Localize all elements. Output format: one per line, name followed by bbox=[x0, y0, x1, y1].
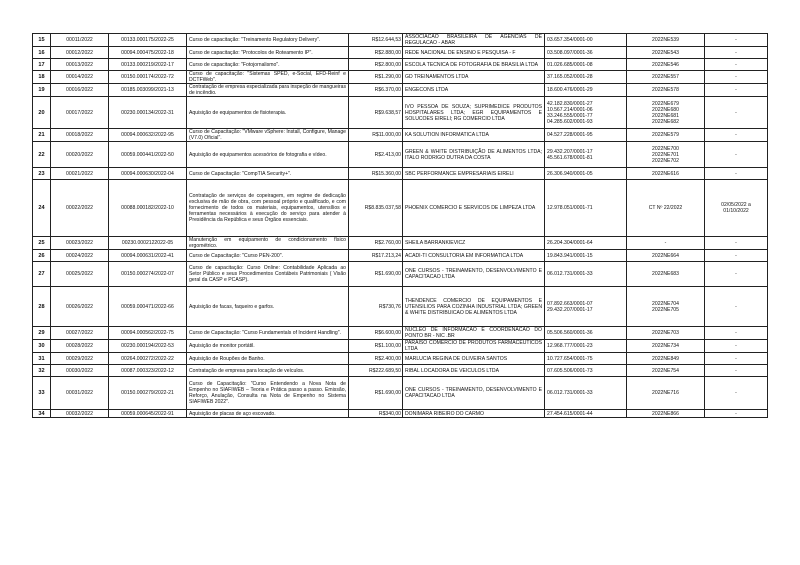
pregao-cell: 00012/2022 bbox=[51, 47, 109, 59]
pregao-cell: 00025/2022 bbox=[51, 262, 109, 287]
empenho-cell-line: 2022NE681 bbox=[652, 112, 679, 119]
empenho-cell-line: 2022NE679 bbox=[652, 100, 679, 107]
cnpj-cell-line: 27.454.615/0001-44 bbox=[547, 410, 593, 417]
objeto-cell: Curso de Capacitação: "Curso Entendendo a Nova Nota de Empenho no SIAFIWEB – Teoria e Prática passo a passo. Emissão, Reforço, Anulação, Consulta na Nota de Empenho no Sistema SIAFIWEB 2022". bbox=[187, 377, 349, 410]
objeto-cell: Curso de capacitação: "Sistemas SPED, e-Social, EFD-Reinf e DCTFWeb". bbox=[187, 71, 349, 84]
table-row bbox=[33, 287, 768, 327]
objeto-cell: Curso de Capacitação: "Curso PEN-200". bbox=[187, 250, 349, 262]
empenho-cell bbox=[627, 287, 705, 327]
empenho-cell bbox=[627, 84, 705, 97]
pregao-cell: 00024/2022 bbox=[51, 250, 109, 262]
row-number: 27 bbox=[33, 262, 51, 287]
vigencia-cell-line: - bbox=[735, 343, 737, 349]
pregao-cell: 00021/2022 bbox=[51, 168, 109, 180]
row-number: 15 bbox=[33, 34, 51, 47]
vigencia-cell bbox=[705, 71, 768, 84]
vigencia-cell bbox=[705, 97, 768, 129]
objeto-cell: Aquisição de equipamentos de fisioterapia. bbox=[187, 97, 349, 129]
objeto-cell: Contratação de empresa para locação de veículos. bbox=[187, 365, 349, 377]
empenho-cell bbox=[627, 168, 705, 180]
pregao-cell: 00023/2022 bbox=[51, 237, 109, 250]
vigencia-cell-line: - bbox=[735, 37, 737, 43]
vigencia-cell bbox=[705, 84, 768, 97]
cnpj-cell bbox=[545, 365, 627, 377]
empenho-cell-line: 2022NE557 bbox=[652, 74, 679, 80]
empenho-cell bbox=[627, 365, 705, 377]
vigencia-cell-line: - bbox=[735, 303, 737, 310]
processo-cell: 00087.000323/2022-12 bbox=[109, 365, 187, 377]
cnpj-cell bbox=[545, 377, 627, 410]
row-number: 22 bbox=[33, 142, 51, 168]
processo-cell: 00094.000630/2022-04 bbox=[109, 168, 187, 180]
vigencia-cell-line: - bbox=[735, 109, 737, 116]
row-number: 21 bbox=[33, 129, 51, 142]
empenho-cell-line: 2022NE754 bbox=[652, 367, 679, 374]
pregao-cell: 00020/2022 bbox=[51, 142, 109, 168]
vigencia-cell-line: - bbox=[735, 49, 737, 56]
vigencia-cell bbox=[705, 340, 768, 353]
objeto-cell: Curso de Capacitação: "CompTIA Security+". bbox=[187, 168, 349, 180]
empenho-cell-line: 2022NE578 bbox=[652, 87, 679, 93]
fornecedor-cell: PHOENIX COMERCIO E SERVICOS DE LIMPEZA LTDA bbox=[403, 180, 545, 237]
row-number: 25 bbox=[33, 237, 51, 250]
objeto-cell: Curso de Capacitação: "Curso Fundamentals of Incident Handling". bbox=[187, 327, 349, 340]
valor-cell: R$12.644,53 bbox=[349, 34, 403, 47]
cnpj-cell-line: 37.165.052/0001-28 bbox=[547, 74, 593, 80]
empenho-cell bbox=[627, 129, 705, 142]
objeto-cell: Aquisição de equipamentos acessórios de fotografia e vídeo. bbox=[187, 142, 349, 168]
vigencia-cell-line: - bbox=[735, 355, 737, 362]
pregao-cell: 00011/2022 bbox=[51, 34, 109, 47]
empenho-cell-line: 2022NE664 bbox=[652, 252, 679, 259]
vigencia-cell bbox=[705, 59, 768, 71]
empenho-cell bbox=[627, 142, 705, 168]
processo-cell: 00230.0002122022-05 bbox=[109, 237, 187, 250]
row-number: 30 bbox=[33, 340, 51, 353]
fornecedor-cell: SBC PERFORMANCE EMPRESARIAIS EIRELI bbox=[403, 168, 545, 180]
vigencia-cell-line: - bbox=[735, 367, 737, 374]
empenho-cell-line: 2022NE702 bbox=[652, 157, 679, 164]
fornecedor-cell: PARAISO COMERCIO DE PRODUTOS FARMACEUTICOS LTDA bbox=[403, 340, 545, 353]
vigencia-cell bbox=[705, 180, 768, 237]
pregao-cell: 00027/2022 bbox=[51, 327, 109, 340]
table-row bbox=[33, 410, 768, 418]
processo-cell: 00059.000441/2022-50 bbox=[109, 142, 187, 168]
fornecedor-cell: NUCLEO DE INFORMACAO E COORDENACAO DO PONTO BR - NIC .BR bbox=[403, 327, 545, 340]
empenho-cell bbox=[627, 59, 705, 71]
empenho-cell bbox=[627, 410, 705, 418]
empenho-cell-line: 2022NE543 bbox=[652, 49, 679, 56]
row-number: 23 bbox=[33, 168, 51, 180]
processo-cell: 00264.000272/2022-22 bbox=[109, 353, 187, 365]
cnpj-cell-line: 10.567.214/0001-06 bbox=[547, 106, 593, 113]
valor-cell: R$1.690,00 bbox=[349, 262, 403, 287]
fornecedor-cell: GD TREINAMENTOS LTDA bbox=[403, 71, 545, 84]
row-number: 33 bbox=[33, 377, 51, 410]
cnpj-cell bbox=[545, 129, 627, 142]
cnpj-cell-line: 18.600.476/0001-29 bbox=[547, 87, 593, 93]
cnpj-cell-line: 19.843.941/0001-15 bbox=[547, 252, 593, 259]
empenho-cell bbox=[627, 34, 705, 47]
cnpj-cell-line: 04.285.602/0001-93 bbox=[547, 118, 593, 125]
valor-cell: R$9.638,57 bbox=[349, 97, 403, 129]
pregao-cell: 00022/2022 bbox=[51, 180, 109, 237]
vigencia-cell bbox=[705, 47, 768, 59]
row-number: 19 bbox=[33, 84, 51, 97]
row-number: 18 bbox=[33, 71, 51, 84]
valor-cell: R$730,76 bbox=[349, 287, 403, 327]
valor-cell: R$2.400,00 bbox=[349, 353, 403, 365]
fornecedor-cell: ENGECONS LTDA bbox=[403, 84, 545, 97]
objeto-cell: Contratação de empresa especializada para inspeção de mangueiras de incêndio. bbox=[187, 84, 349, 97]
valor-cell: R$2.413,00 bbox=[349, 142, 403, 168]
empenho-cell-line: - bbox=[664, 240, 667, 246]
cnpj-cell bbox=[545, 287, 627, 327]
table-row bbox=[33, 59, 768, 71]
processo-cell: 00059.000471/2022-66 bbox=[109, 287, 187, 327]
table-row bbox=[33, 353, 768, 365]
pregao-cell: 00018/2022 bbox=[51, 129, 109, 142]
cnpj-cell-line: 07.892.663/0001-07 bbox=[547, 300, 593, 307]
processo-cell: 00150.000279/2022-21 bbox=[109, 377, 187, 410]
valor-cell: R$6.600,00 bbox=[349, 327, 403, 340]
objeto-cell: Curso de capacitação: "Treinamento Regulatory Delivery". bbox=[187, 34, 349, 47]
empenho-cell-line: 2022NE866 bbox=[652, 410, 679, 417]
fornecedor-cell: RIBAL LOCADORA DE VEICULOS LTDA bbox=[403, 365, 545, 377]
valor-cell: R$8.835.037,58 bbox=[349, 180, 403, 237]
processo-cell: 00133.000175/2022-25 bbox=[109, 34, 187, 47]
cnpj-cell bbox=[545, 168, 627, 180]
vigencia-cell bbox=[705, 287, 768, 327]
table-row bbox=[33, 142, 768, 168]
valor-cell: R$11.000,00 bbox=[349, 129, 403, 142]
vigencia-cell-line: - bbox=[735, 390, 737, 396]
processo-cell: 00059.000645/2022-91 bbox=[109, 410, 187, 418]
empenho-cell-line: 2022NE849 bbox=[652, 355, 679, 362]
pregao-cell: 00028/2022 bbox=[51, 340, 109, 353]
valor-cell: R$6.370,00 bbox=[349, 84, 403, 97]
fornecedor-cell: DONIMARA RIBEIRO DO CARMO bbox=[403, 410, 545, 418]
cnpj-cell-line: 26.204.304/0001-64 bbox=[547, 240, 593, 246]
objeto-cell: Aquisição de monitor portátil. bbox=[187, 340, 349, 353]
cnpj-cell bbox=[545, 71, 627, 84]
processo-cell: 00185.003099/2021-13 bbox=[109, 84, 187, 97]
vigencia-cell bbox=[705, 34, 768, 47]
row-number: 31 bbox=[33, 353, 51, 365]
empenho-cell-line: 2022NE703 bbox=[652, 330, 679, 336]
valor-cell: R$222.689,50 bbox=[349, 365, 403, 377]
empenho-cell bbox=[627, 237, 705, 250]
vigencia-cell-line: - bbox=[735, 271, 737, 277]
row-number: 34 bbox=[33, 410, 51, 418]
empenho-cell-line: 2022NE705 bbox=[652, 306, 679, 313]
processo-cell: 00094.000631/2022-41 bbox=[109, 250, 187, 262]
table-row bbox=[33, 71, 768, 84]
pregao-cell: 00016/2022 bbox=[51, 84, 109, 97]
processo-cell: 00230.000194/2022-53 bbox=[109, 340, 187, 353]
processo-cell: 00150.000174/2022-72 bbox=[109, 71, 187, 84]
fornecedor-cell: SHEILA BARRANKIEVICZ bbox=[403, 237, 545, 250]
empenho-cell bbox=[627, 47, 705, 59]
objeto-cell: Aquisição de placas de aço escovado. bbox=[187, 410, 349, 418]
fornecedor-cell: ONE CURSOS - TREINAMENTO, DESENVOLVIMENTO E CAPACITACAO LTDA bbox=[403, 377, 545, 410]
table-row bbox=[33, 250, 768, 262]
fornecedor-cell: KA SOLUTION INFORMATICA LTDA bbox=[403, 129, 545, 142]
vigencia-cell-line: 01/10/2022 bbox=[723, 208, 749, 214]
empenho-cell bbox=[627, 250, 705, 262]
table-row bbox=[33, 168, 768, 180]
empenho-cell bbox=[627, 377, 705, 410]
cnpj-cell-line: 12.968.777/0001-23 bbox=[547, 343, 593, 349]
cnpj-cell-line: 29.432.207/0001-17 bbox=[547, 306, 593, 313]
row-number: 29 bbox=[33, 327, 51, 340]
empenho-cell bbox=[627, 71, 705, 84]
table-row bbox=[33, 377, 768, 410]
valor-cell: R$340,00 bbox=[349, 410, 403, 418]
vigencia-cell bbox=[705, 250, 768, 262]
row-number: 20 bbox=[33, 97, 51, 129]
vigencia-cell-line: - bbox=[735, 170, 737, 177]
objeto-cell: Manutenção em equipamento de condicionamento físico ergométrico. bbox=[187, 237, 349, 250]
cnpj-cell-line: 26.306.940/0001-05 bbox=[547, 170, 593, 177]
empenho-cell-line: 2022NE682 bbox=[652, 118, 679, 125]
empenho-cell bbox=[627, 180, 705, 237]
vigencia-cell bbox=[705, 129, 768, 142]
row-number: 24 bbox=[33, 180, 51, 237]
processo-cell: 00088.000182/2022-10 bbox=[109, 180, 187, 237]
vigencia-cell bbox=[705, 353, 768, 365]
cnpj-cell-line: 42.182.830/0001-27 bbox=[547, 100, 593, 107]
table-row bbox=[33, 97, 768, 129]
vigencia-cell-line: - bbox=[735, 87, 737, 93]
cnpj-cell bbox=[545, 59, 627, 71]
row-number: 32 bbox=[33, 365, 51, 377]
table-body bbox=[33, 34, 768, 418]
empenho-cell bbox=[627, 340, 705, 353]
table-row bbox=[33, 129, 768, 142]
cnpj-cell bbox=[545, 353, 627, 365]
cnpj-cell bbox=[545, 97, 627, 129]
vigencia-cell bbox=[705, 377, 768, 410]
processo-cell: 00094.000475/2022-18 bbox=[109, 47, 187, 59]
vigencia-cell-line: - bbox=[735, 240, 737, 246]
cnpj-cell-line: 45.561.678/0001-81 bbox=[547, 154, 593, 161]
pregao-cell: 00014/2022 bbox=[51, 71, 109, 84]
objeto-cell: Aquisição de facas, faqueiro e garfos. bbox=[187, 287, 349, 327]
empenho-cell-line: 2022NE700 bbox=[652, 145, 679, 152]
empenho-cell-line: 2022NE680 bbox=[652, 106, 679, 113]
table-row bbox=[33, 47, 768, 59]
cnpj-cell-line: 06.012.731/0001-33 bbox=[547, 390, 593, 396]
row-number: 28 bbox=[33, 287, 51, 327]
table-row bbox=[33, 365, 768, 377]
fornecedor-cell: GREEN & WHITE DISTRIBUIÇÃO DE ALIMENTOS LTDA; ITALO RODRIGO DUTRA DA COSTA bbox=[403, 142, 545, 168]
pregao-cell: 00026/2022 bbox=[51, 287, 109, 327]
processo-cell: 00133.000219/2022-17 bbox=[109, 59, 187, 71]
empenho-cell-line: 2022NE539 bbox=[652, 37, 679, 43]
fornecedor-cell: ONE CURSOS - TREINAMENTO, DESENVOLVIMENTO E CAPACITACAO LTDA bbox=[403, 262, 545, 287]
valor-cell: R$1.690,00 bbox=[349, 377, 403, 410]
processo-cell: 00094.000562/2022-75 bbox=[109, 327, 187, 340]
valor-cell: R$2.760,00 bbox=[349, 237, 403, 250]
vigencia-cell bbox=[705, 262, 768, 287]
cnpj-cell-line: 05.506.560/0001-36 bbox=[547, 330, 593, 336]
vigencia-cell-line: - bbox=[735, 61, 737, 68]
empenho-cell-line: CT Nº 22/2022 bbox=[648, 205, 683, 211]
pregao-cell: 00029/2022 bbox=[51, 353, 109, 365]
cnpj-cell-line: 04.527.228/0001-95 bbox=[547, 132, 593, 138]
vigencia-cell-line: - bbox=[735, 74, 737, 80]
cnpj-cell bbox=[545, 180, 627, 237]
vigencia-cell-line: - bbox=[735, 132, 737, 138]
vigencia-cell-line: 02/05/2022 a bbox=[721, 202, 751, 208]
empenho-cell-line: 2022NE704 bbox=[652, 300, 679, 307]
row-number: 26 bbox=[33, 250, 51, 262]
cnpj-cell bbox=[545, 84, 627, 97]
valor-cell: R$15.360,00 bbox=[349, 168, 403, 180]
vigencia-cell-line: - bbox=[735, 252, 737, 259]
objeto-cell: Aquisição de Roupões de Banho. bbox=[187, 353, 349, 365]
valor-cell: R$1.100,00 bbox=[349, 340, 403, 353]
processo-cell: 00230.000134/2022-31 bbox=[109, 97, 187, 129]
row-number: 17 bbox=[33, 59, 51, 71]
table-row bbox=[33, 237, 768, 250]
cnpj-cell-line: 07.605.506/0001-73 bbox=[547, 367, 593, 374]
procurement-table bbox=[32, 33, 768, 418]
vigencia-cell-line: - bbox=[735, 410, 737, 417]
vigencia-cell bbox=[705, 365, 768, 377]
cnpj-cell-line: 01.026.685/0001-08 bbox=[547, 61, 593, 68]
objeto-cell: Contratação de serviços de copeiragem, em regime de dedicação exclusiva de mão de obra, com pessoal próprio e qualificado, e com fornecimento de todos os materiais, equipamentos, utensílios e ferramentas necessários à execução do serviço para atender à Presidência da República e seus Órgãos essenciais. bbox=[187, 180, 349, 237]
vigencia-cell-line: - bbox=[735, 151, 737, 158]
pregao-cell: 00017/2022 bbox=[51, 97, 109, 129]
table-row bbox=[33, 84, 768, 97]
cnpj-cell bbox=[545, 47, 627, 59]
objeto-cell: Curso de capacitação: Curso Online: Contabilidade Aplicada ao Setor Público e seus Procedimentos Contábeis Patrimoniais ( Visão geral da CASP e PCASP). bbox=[187, 262, 349, 287]
fornecedor-cell: IVO PESSOA DE SOUZA; SUPRIMEDICE PRODUTOS HOSPITALARES LTDA; EGR EQUIPAMENTOS E SOLUCOES EIRELI; RG COMERCIO LTDA bbox=[403, 97, 545, 129]
cnpj-cell bbox=[545, 237, 627, 250]
processo-cell: 00094.000632/2022-95 bbox=[109, 129, 187, 142]
empenho-cell bbox=[627, 327, 705, 340]
cnpj-cell bbox=[545, 410, 627, 418]
pregao-cell: 00032/2022 bbox=[51, 410, 109, 418]
valor-cell: R$2.880,00 bbox=[349, 47, 403, 59]
objeto-cell: Curso de capacitação: "Protocolos de Roteamento IP". bbox=[187, 47, 349, 59]
vigencia-cell bbox=[705, 410, 768, 418]
empenho-cell bbox=[627, 353, 705, 365]
empenho-cell bbox=[627, 97, 705, 129]
table-row bbox=[33, 340, 768, 353]
empenho-cell-line: 2022NE701 bbox=[652, 151, 679, 158]
empenho-cell-line: 2022NE734 bbox=[652, 343, 679, 349]
pregao-cell: 00013/2022 bbox=[51, 59, 109, 71]
pregao-cell: 00030/2022 bbox=[51, 365, 109, 377]
empenho-cell-line: 2022NE616 bbox=[652, 170, 679, 177]
cnpj-cell bbox=[545, 34, 627, 47]
processo-cell: 00150.000274/2022-07 bbox=[109, 262, 187, 287]
cnpj-cell bbox=[545, 250, 627, 262]
table-row bbox=[33, 327, 768, 340]
fornecedor-cell: ESCOLA TECNICA DE FOTOGRAFIA DE BRASILIA LTDA bbox=[403, 59, 545, 71]
empenho-cell-line: 2022NE579 bbox=[652, 132, 679, 138]
cnpj-cell-line: 10.727.654/0001-75 bbox=[547, 355, 593, 362]
fornecedor-cell: ASSOCIACAO BRASILEIRA DE AGENCIAS DE REGULACAO - ABAR bbox=[403, 34, 545, 47]
empenho-cell-line: 2022NE546 bbox=[652, 61, 679, 68]
cnpj-cell bbox=[545, 327, 627, 340]
cnpj-cell-line: 03.657.354/0001-00 bbox=[547, 37, 593, 43]
table-row bbox=[33, 34, 768, 47]
empenho-cell bbox=[627, 262, 705, 287]
valor-cell: R$1.290,00 bbox=[349, 71, 403, 84]
row-number: 16 bbox=[33, 47, 51, 59]
vigencia-cell-line: - bbox=[735, 330, 737, 336]
cnpj-cell-line: 12.978.051/0001-71 bbox=[547, 205, 593, 211]
vigencia-cell bbox=[705, 327, 768, 340]
table-row bbox=[33, 180, 768, 237]
cnpj-cell-line: 29.432.207/0001-17 bbox=[547, 148, 593, 155]
empenho-cell-line: 2022NE716 bbox=[652, 390, 679, 396]
fornecedor-cell: REDE NACIONAL DE ENSINO E PESQUISA - F bbox=[403, 47, 545, 59]
cnpj-cell-line: 33.246.555/0001-77 bbox=[547, 112, 593, 119]
valor-cell: R$17.213,24 bbox=[349, 250, 403, 262]
vigencia-cell bbox=[705, 168, 768, 180]
vigencia-cell bbox=[705, 237, 768, 250]
fornecedor-cell: MARLUCIA REGINA DE OLIVEIRA SANTOS bbox=[403, 353, 545, 365]
fornecedor-cell: ACADI-TI CONSULTORIA EM INFORMATICA LTDA bbox=[403, 250, 545, 262]
cnpj-cell bbox=[545, 142, 627, 168]
fornecedor-cell: THENDENCE COMERCIO DE EQUIPAMENTOS E UTENSILIOS PARA COZINHA INDUSTRIAL LTDA; GREEN & WHITE DISTRIBUICAO DE ALIMENTOS LTDA bbox=[403, 287, 545, 327]
cnpj-cell-line: 03.508.097/0001-36 bbox=[547, 49, 593, 56]
cnpj-cell-line: 06.012.731/0001-33 bbox=[547, 271, 593, 277]
objeto-cell: Curso de capacitação: "Fotojornalismo". bbox=[187, 59, 349, 71]
valor-cell: R$2.800,00 bbox=[349, 59, 403, 71]
objeto-cell: Curso de Capacitação: "VMware vSphere: Install, Configure, Manage (V7.0) Oficial". bbox=[187, 129, 349, 142]
pregao-cell: 00031/2022 bbox=[51, 377, 109, 410]
procurement-sheet bbox=[32, 33, 767, 418]
cnpj-cell bbox=[545, 340, 627, 353]
empenho-cell-line: 2022NE683 bbox=[652, 271, 679, 277]
cnpj-cell bbox=[545, 262, 627, 287]
vigencia-cell bbox=[705, 142, 768, 168]
table-row bbox=[33, 262, 768, 287]
